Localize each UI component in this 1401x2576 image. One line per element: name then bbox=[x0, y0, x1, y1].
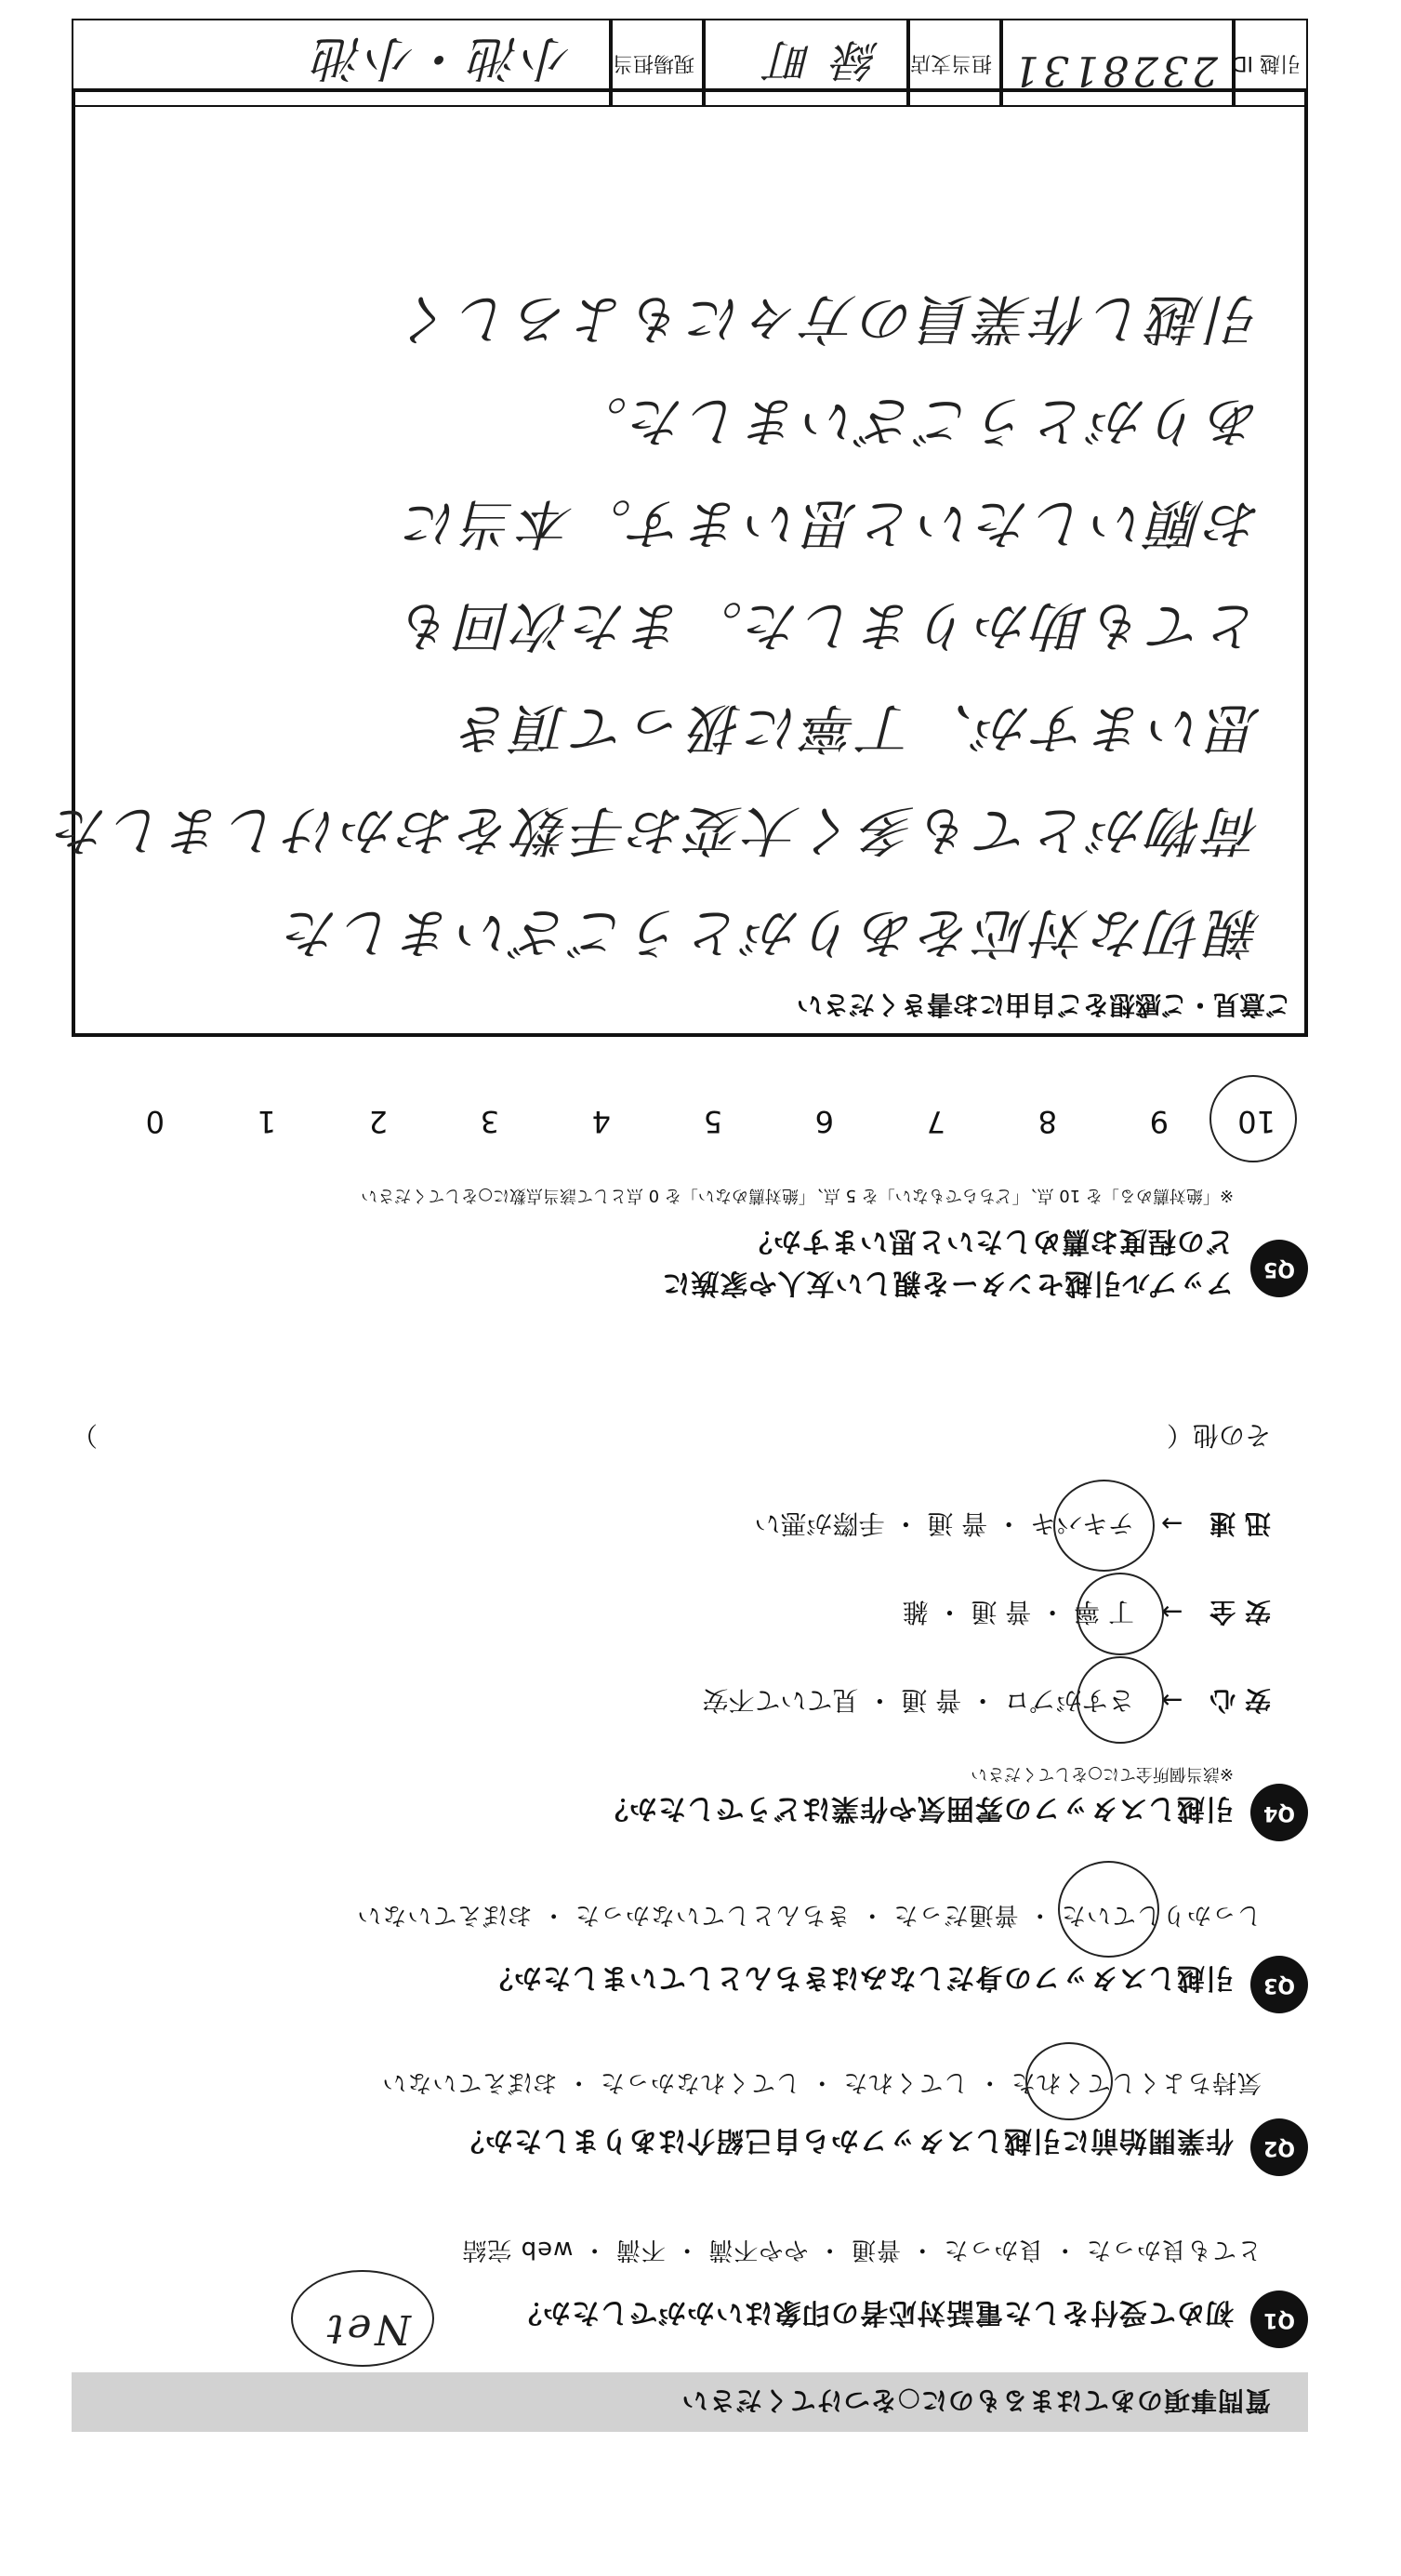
q5-scale-7: 7 bbox=[926, 1104, 945, 1139]
q2-badge: Q2 bbox=[1250, 2118, 1308, 2176]
q5-scale-5: 5 bbox=[703, 1104, 722, 1139]
q4-row-anshin-options: さすがプロ ・ 普 通 ・ 見ていて不安 bbox=[702, 1685, 1134, 1716]
q1-options: とても良かった ・ 良かった ・ 普通 ・ やや不満 ・ 不満 ・ web 完結 bbox=[461, 2236, 1262, 2264]
id-label: 引越 ID bbox=[1231, 51, 1301, 74]
q1-handwritten-note: Net bbox=[323, 2305, 411, 2353]
q5-answer-circle bbox=[1209, 1075, 1297, 1162]
q4-other-label: その他（ bbox=[1166, 1420, 1271, 1451]
q4-badge: Q4 bbox=[1250, 1784, 1308, 1841]
q5-question-line2: どの程度お薦めしたいと思いますか？ bbox=[744, 1225, 1234, 1257]
q5-scale-3: 3 bbox=[480, 1104, 499, 1139]
comment-line-1: 親切な対応をありがとうございました bbox=[281, 901, 1262, 964]
q4-anshin-circle bbox=[1077, 1656, 1164, 1744]
q1-badge: Q1 bbox=[1250, 2291, 1308, 2348]
q3-options: しっかりしていた ・ 普通だった ・ きちんとしていなかった ・ おぼえていない bbox=[356, 1901, 1262, 1929]
q4-jinsoku-circle bbox=[1053, 1480, 1155, 1572]
comment-line-6: ありがとうございました。 bbox=[569, 390, 1262, 453]
q5-scale-1: 1 bbox=[257, 1104, 276, 1139]
comment-line-4: とても助かりました。また次回も bbox=[396, 594, 1262, 657]
staff-label: 現場担当 bbox=[612, 51, 694, 74]
q5-note: ※「絶対薦める」を 10 点、「どちらでもない」を 5 点、「絶対薦めない」を 0 点として該当点数に○をしてください bbox=[361, 1186, 1234, 1205]
q4-row-anzen-label: 安 全 bbox=[1209, 1597, 1271, 1627]
instruction-banner bbox=[72, 2372, 1308, 2432]
q4-row-jinsoku bbox=[754, 1507, 1271, 1544]
q5-question-line1: アップル引越センターを親しい友人や家族に bbox=[661, 1267, 1234, 1299]
q4-question: 引越しスタッフの雰囲気や作業はどうでしたか？ bbox=[600, 1792, 1234, 1825]
q4-anzen-circle bbox=[1077, 1573, 1164, 1655]
id-value: 2328131 bbox=[1010, 46, 1218, 94]
comment-line-2: 荷物がとても多く大変お手数をおかけしました bbox=[50, 799, 1262, 862]
q4-other-row bbox=[72, 1418, 1271, 1455]
q5-scale-0: 0 bbox=[145, 1104, 165, 1139]
branch-label-cell bbox=[908, 19, 1001, 107]
q4-other-close: ） bbox=[72, 1420, 99, 1451]
q1-question: 初めて受付をした電話対応者の印象はいかがでしたか？ bbox=[513, 2296, 1234, 2329]
q2-question: 作業開始前に引越しスタッフから自己紹介はありましたか？ bbox=[456, 2124, 1234, 2157]
arrow-icon: → bbox=[1160, 1597, 1183, 1627]
banner-text: 質問事項のあてはまるものに○をつけてください bbox=[681, 2385, 1271, 2416]
comment-title: ご意見・ご感想をご自由にお書きください bbox=[796, 989, 1291, 1020]
q5-scale-10: 10 bbox=[1237, 1104, 1275, 1139]
q3-question: 引越しスタッフの身だしなみはきちんとしていましたか？ bbox=[484, 1961, 1234, 1994]
q4-row-anzen-options: 丁 寧 ・ 普 通 ・ 雑 bbox=[902, 1597, 1134, 1627]
id-label-cell bbox=[1231, 19, 1308, 107]
q5-scale-6: 6 bbox=[814, 1104, 834, 1139]
comment-line-5: お願いしたいと思います。本当に bbox=[401, 492, 1262, 555]
branch-label: 担当支店 bbox=[909, 51, 992, 74]
staff-value: 小池・小池 bbox=[311, 30, 572, 86]
comment-line-7: 引越し作業員の方々にもよろしく bbox=[396, 287, 1262, 351]
arrow-icon: → bbox=[1160, 1685, 1183, 1716]
q5-scale-4: 4 bbox=[591, 1104, 611, 1139]
id-table bbox=[72, 19, 1308, 107]
staff-label-cell bbox=[611, 19, 704, 107]
q4-row-anshin-label: 安 心 bbox=[1209, 1685, 1271, 1716]
q4-row-anshin bbox=[702, 1683, 1271, 1720]
q2-answer-circle bbox=[1025, 2042, 1113, 2120]
q4-row-jinsoku-label: 迅 速 bbox=[1209, 1508, 1271, 1539]
branch-value-cell bbox=[704, 19, 908, 107]
id-value-cell bbox=[1001, 19, 1234, 107]
comment-line-3: 思いますが、丁寧に扱って頂き bbox=[454, 697, 1262, 760]
q5-scale-8: 8 bbox=[1038, 1104, 1057, 1139]
branch-value: 緑 町 bbox=[763, 33, 879, 86]
q3-answer-circle bbox=[1058, 1861, 1159, 1958]
q5-badge: Q5 bbox=[1250, 1240, 1308, 1297]
q3-badge: Q3 bbox=[1250, 1956, 1308, 2013]
q4-note: ※該当個所全てに○をしてください bbox=[971, 1764, 1234, 1784]
q2-options: 気持ちよくしてくれた ・ してくれた ・ してくれなかった ・ おぼえていない bbox=[381, 2068, 1262, 2096]
q4-row-jinsoku-options: テキパキ ・ 普 通 ・ 手際が悪い bbox=[754, 1508, 1134, 1539]
q5-scale-9: 9 bbox=[1149, 1104, 1169, 1139]
arrow-icon: → bbox=[1160, 1508, 1183, 1539]
q5-scale-2: 2 bbox=[368, 1104, 388, 1139]
staff-value-cell bbox=[72, 19, 611, 107]
